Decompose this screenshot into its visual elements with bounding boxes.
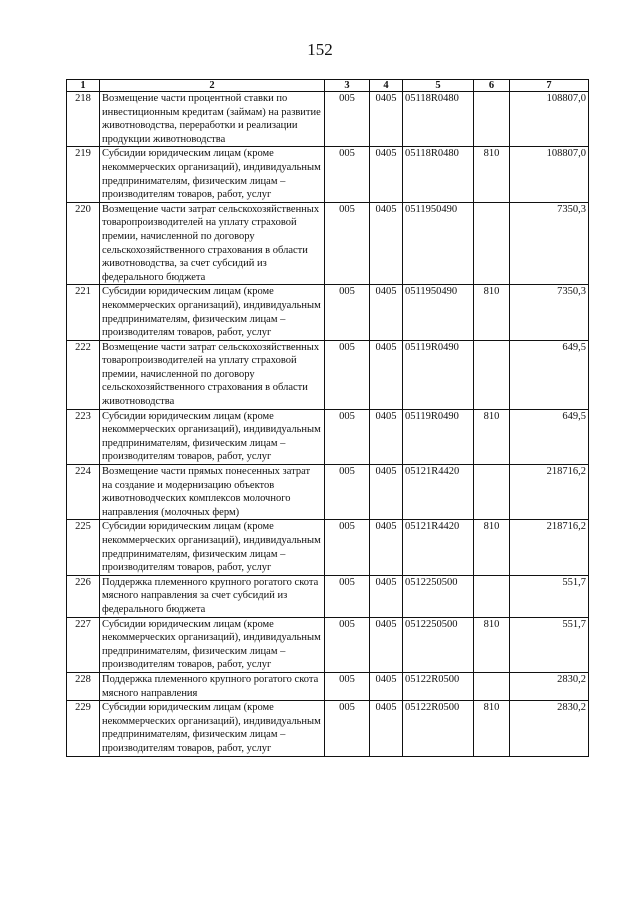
row-number-cell: 227 bbox=[67, 617, 100, 672]
target-article-cell: 05119R0490 bbox=[403, 409, 474, 464]
row-number-cell: 229 bbox=[67, 701, 100, 756]
row-name-cell: Поддержка племенного крупного рогатого скота мясного направления за счет субсидий из федерального бюджета bbox=[100, 575, 325, 617]
row-name-cell: Субсидии юридическим лицам (кроме некоммерческих организаций), индивидуальным предпринимателям, физическим лицам – производителям товаров, работ, услуг bbox=[100, 617, 325, 672]
column-header: 4 bbox=[370, 80, 403, 92]
grbs-code-cell: 005 bbox=[325, 202, 370, 285]
target-article-cell: 05121R4420 bbox=[403, 520, 474, 575]
row-number-cell: 220 bbox=[67, 202, 100, 285]
amount-cell: 2830,2 bbox=[510, 672, 589, 700]
row-name-cell: Возмещение части процентной ставки по инвестиционным кредитам (займам) на развитие животноводства, переработки и реализации продукции животноводства bbox=[100, 92, 325, 147]
expense-type-cell: 810 bbox=[474, 520, 510, 575]
table-row bbox=[67, 409, 589, 464]
target-article-cell: 0512250500 bbox=[403, 575, 474, 617]
target-article-cell: 0511950490 bbox=[403, 285, 474, 340]
amount-cell: 7350,3 bbox=[510, 285, 589, 340]
target-article-cell: 05122R0500 bbox=[403, 701, 474, 756]
expense-type-cell bbox=[474, 202, 510, 285]
table-row bbox=[67, 617, 589, 672]
section-code-cell: 0405 bbox=[370, 617, 403, 672]
expense-type-cell bbox=[474, 575, 510, 617]
amount-cell: 7350,3 bbox=[510, 202, 589, 285]
grbs-code-cell: 005 bbox=[325, 92, 370, 147]
amount-cell: 649,5 bbox=[510, 409, 589, 464]
row-number-cell: 224 bbox=[67, 465, 100, 520]
row-name-cell: Поддержка племенного крупного рогатого скота мясного направления bbox=[100, 672, 325, 700]
table-row bbox=[67, 147, 589, 202]
column-header: 6 bbox=[474, 80, 510, 92]
grbs-code-cell: 005 bbox=[325, 147, 370, 202]
amount-cell: 108807,0 bbox=[510, 147, 589, 202]
page-number: 152 bbox=[307, 40, 333, 59]
section-code-cell: 0405 bbox=[370, 520, 403, 575]
section-code-cell: 0405 bbox=[370, 202, 403, 285]
grbs-code-cell: 005 bbox=[325, 701, 370, 756]
table-row bbox=[67, 672, 589, 700]
row-name-cell: Возмещение части затрат сельскохозяйственных товаропроизводителей на уплату страховой премии, начисленной по договору сельскохозяйственного страхования в области животноводства, за счет субсидий из федерального бюджета bbox=[100, 202, 325, 285]
table-row bbox=[67, 701, 589, 756]
expense-type-cell bbox=[474, 465, 510, 520]
row-number-cell: 223 bbox=[67, 409, 100, 464]
grbs-code-cell: 005 bbox=[325, 465, 370, 520]
target-article-cell: 05118R0480 bbox=[403, 147, 474, 202]
section-code-cell: 0405 bbox=[370, 701, 403, 756]
grbs-code-cell: 005 bbox=[325, 672, 370, 700]
section-code-cell: 0405 bbox=[370, 672, 403, 700]
row-name-cell: Возмещение части прямых понесенных затрат на создание и модернизацию объектов животноводческих комплексов молочного направления (молочных ферм) bbox=[100, 465, 325, 520]
grbs-code-cell: 005 bbox=[325, 617, 370, 672]
table-row bbox=[67, 340, 589, 409]
expense-type-cell: 810 bbox=[474, 409, 510, 464]
row-name-cell: Субсидии юридическим лицам (кроме некоммерческих организаций), индивидуальным предпринимателям, физическим лицам – производителям товаров, работ, услуг bbox=[100, 285, 325, 340]
grbs-code-cell: 005 bbox=[325, 285, 370, 340]
row-name-cell: Субсидии юридическим лицам (кроме некоммерческих организаций), индивидуальным предпринимателям, физическим лицам – производителям товаров, работ, услуг bbox=[100, 409, 325, 464]
expense-type-cell: 810 bbox=[474, 285, 510, 340]
column-header: 3 bbox=[325, 80, 370, 92]
expense-type-cell: 810 bbox=[474, 147, 510, 202]
section-code-cell: 0405 bbox=[370, 409, 403, 464]
section-code-cell: 0405 bbox=[370, 575, 403, 617]
target-article-cell: 0511950490 bbox=[403, 202, 474, 285]
row-name-cell: Субсидии юридическим лицам (кроме некоммерческих организаций), индивидуальным предпринимателям, физическим лицам – производителям товаров, работ, услуг bbox=[100, 520, 325, 575]
row-name-cell: Субсидии юридическим лицам (кроме некоммерческих организаций), индивидуальным предпринимателям, физическим лицам – производителям товаров, работ, услуг bbox=[100, 147, 325, 202]
amount-cell: 108807,0 bbox=[510, 92, 589, 147]
row-name-cell: Возмещение части затрат сельскохозяйственных товаропроизводителей на уплату страховой премии, начисленной по договору сельскохозяйственного страхования в области животноводства bbox=[100, 340, 325, 409]
table-row bbox=[67, 92, 589, 147]
column-header: 5 bbox=[403, 80, 474, 92]
amount-cell: 649,5 bbox=[510, 340, 589, 409]
row-name-cell: Субсидии юридическим лицам (кроме некоммерческих организаций), индивидуальным предпринимателям, физическим лицам – производителям товаров, работ, услуг bbox=[100, 701, 325, 756]
expense-type-cell bbox=[474, 672, 510, 700]
column-header: 7 bbox=[510, 80, 589, 92]
section-code-cell: 0405 bbox=[370, 465, 403, 520]
amount-cell: 551,7 bbox=[510, 575, 589, 617]
table-row bbox=[67, 202, 589, 285]
amount-cell: 2830,2 bbox=[510, 701, 589, 756]
target-article-cell: 05121R4420 bbox=[403, 465, 474, 520]
grbs-code-cell: 005 bbox=[325, 575, 370, 617]
expense-type-cell bbox=[474, 92, 510, 147]
grbs-code-cell: 005 bbox=[325, 340, 370, 409]
expense-type-cell: 810 bbox=[474, 617, 510, 672]
table-row bbox=[67, 285, 589, 340]
table-body bbox=[67, 92, 589, 757]
target-article-cell: 05119R0490 bbox=[403, 340, 474, 409]
row-number-cell: 225 bbox=[67, 520, 100, 575]
row-number-cell: 219 bbox=[67, 147, 100, 202]
amount-cell: 218716,2 bbox=[510, 520, 589, 575]
amount-cell: 551,7 bbox=[510, 617, 589, 672]
table-row bbox=[67, 520, 589, 575]
row-number-cell: 218 bbox=[67, 92, 100, 147]
header-row bbox=[67, 80, 589, 92]
budget-table bbox=[66, 79, 589, 757]
expense-type-cell bbox=[474, 340, 510, 409]
table-row bbox=[67, 465, 589, 520]
section-code-cell: 0405 bbox=[370, 340, 403, 409]
row-number-cell: 226 bbox=[67, 575, 100, 617]
column-header: 2 bbox=[100, 80, 325, 92]
row-number-cell: 221 bbox=[67, 285, 100, 340]
target-article-cell: 05122R0500 bbox=[403, 672, 474, 700]
column-header: 1 bbox=[67, 80, 100, 92]
target-article-cell: 0512250500 bbox=[403, 617, 474, 672]
target-article-cell: 05118R0480 bbox=[403, 92, 474, 147]
section-code-cell: 0405 bbox=[370, 147, 403, 202]
row-number-cell: 222 bbox=[67, 340, 100, 409]
grbs-code-cell: 005 bbox=[325, 409, 370, 464]
section-code-cell: 0405 bbox=[370, 92, 403, 147]
expense-type-cell: 810 bbox=[474, 701, 510, 756]
amount-cell: 218716,2 bbox=[510, 465, 589, 520]
row-number-cell: 228 bbox=[67, 672, 100, 700]
grbs-code-cell: 005 bbox=[325, 520, 370, 575]
section-code-cell: 0405 bbox=[370, 285, 403, 340]
table-row bbox=[67, 575, 589, 617]
